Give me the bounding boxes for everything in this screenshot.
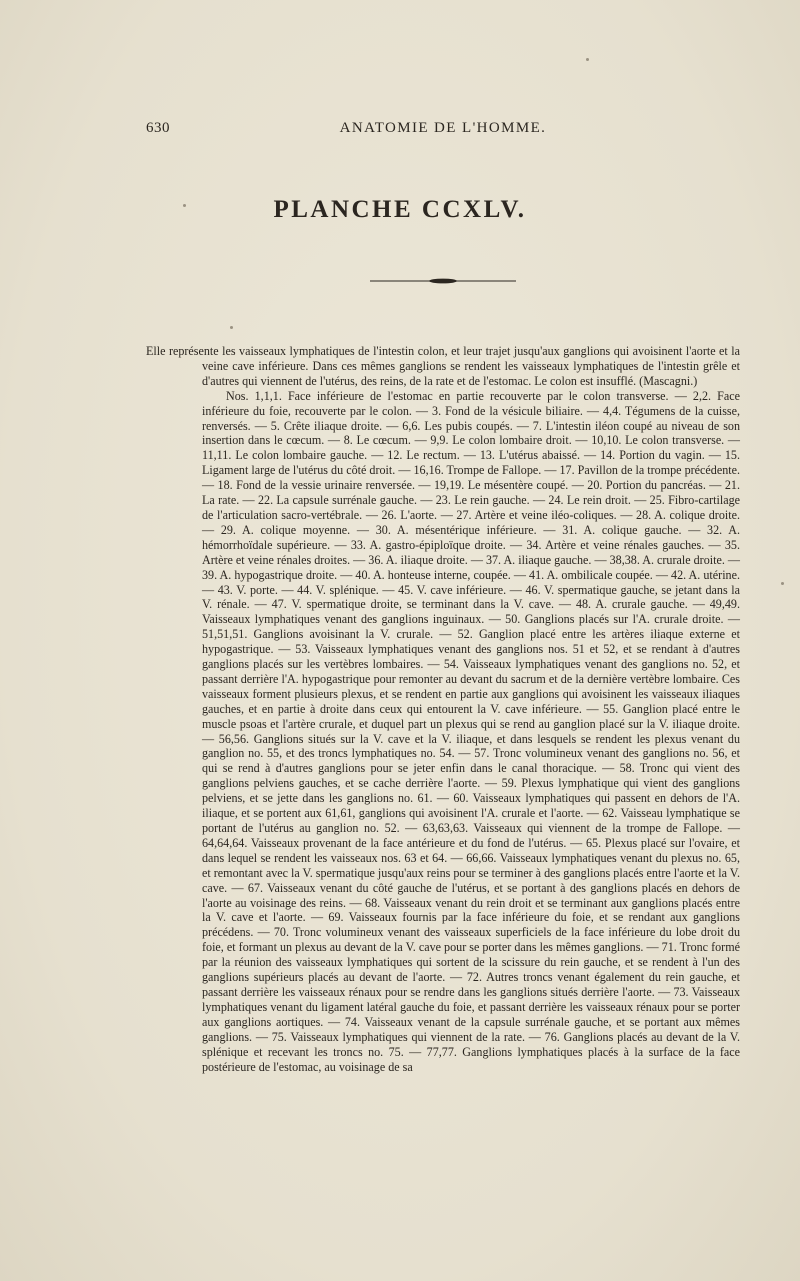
ornament-rule-icon <box>370 278 516 284</box>
paper-speck <box>230 326 233 329</box>
page-header <box>146 120 740 140</box>
body-text <box>146 344 740 1074</box>
paper-speck <box>183 204 186 207</box>
intro-paragraph: Elle représente les vaisseaux lymphatiques de l'intestin colon, et leur trajet jusqu'aux ganglions qui avoisinent l'aorte et la veine cave inférieure. Dans ces mêmes ganglions se rendent les vaisseaux lymphatiques de l'intestin grêle et d'autres qui viennent de l'utérus, des reins, de la rate et de l'estomac. Le colon est insufflé. (Mascagni.) <box>146 344 740 388</box>
legend-paragraph: Nos. 1,1,1. Face inférieure de l'estomac en partie recouverte par le colon transverse. — 2,2. Face inférieure du foie, recouverte par le colon. — 3. Fond de la vésicule biliaire. — 4,4. Tégumens de la cuisse, renversés. — 5. Crête iliaque droite. — 6,6. Les pubis coupés. — 7. L'intestin iléon coupé au niveau de son insertion dans le cœcum. — 8. Le cœcum. — 9,9. Le colon lombaire droit. — 10,10. Le colon transverse. — 11,11. Le colon lombaire gauche. — 12. Le rectum. — 13. L'utérus abaissé. — 14. Portion du vagin. — 15. Ligament large de l'utérus du côté droit. — 16,16. Trompe de Fallope. — 17. Pavillon de la trompe précédente. — 18. Fond de la vessie urinaire renversée. — 19,19. Le mésentère coupé. — 20. Portion du pancréas. — 21. La rate. — 22. La capsule surrénale gauche. — 23. Le rein gauche. — 24. Le rein droit. — 25. Fibro-cartilage de l'articulation sacro-vertébrale. — 26. L'aorte. — 27. Artère et veine iléo-coliques. — 28. A. colique droite. — 29. A. colique moyenne. — 30. A. mésentérique inférieure. — 31. A. colique gauche. — 32. A. hémorrhoïdale supérieure. — 33. A. gastro-épiploïque droite. — 34. Artère et veine rénales gauches. — 35. Artère et veine rénales droites. — 36. A. iliaque droite. — 37. A. iliaque gauche. — 38,38. A. crurale droite. — 39. A. hypogastrique droite. — 40. A. honteuse interne, coupée. — 41. A. ombilicale coupée. — 42. A. utérine. — 43. V. porte. — 44. V. splénique. — 45. V. cave inférieure. — 46. V. spermatique gauche, se jetant dans la V. rénale. — 47. V. spermatique droite, se terminant dans la V. cave. — 48. A. crurale gauche. — 49,49. Vaisseaux lymphatiques venant des ganglions inguinaux. — 50. Ganglions placés sur l'A. crurale droite. — 51,51,51. Ganglions avoisinant la V. crurale. — 52. Ganglion placé entre les artères iliaque externe et hypogastrique. — 53. Vaisseaux lymphatiques venant des ganglions nos. 51 et 52, et se rendant à d'autres ganglions placés sur les vertèbres lombaires. — 54. Vaisseaux lymphatiques venant des ganglions no. 52, et passant derrière l'A. hypogastrique pour remonter au devant du sacrum et de la dernière vertèbre lombaire. Ces vaisseaux forment plusieurs plexus, et se rendent en partie aux ganglions qui avoisinent les vaisseaux iliaques gauches, et en partie à droite dans ceux qui entourent la V. cave inférieure. — 55. Ganglion placé entre le muscle psoas et l'artère crurale, et duquel part un plexus qui se rend au ganglion placé sur la V. iliaque droite. — 56,56. Ganglions situés sur la V. cave et la V. iliaque, et dans lesquels se rendent les plexus venant du ganglion no. 55, et des troncs lymphatiques no. 54. — 57. Tronc volumineux venant des ganglions no. 56, et qui se rend à d'autres ganglions pour se jeter enfin dans le canal thoracique. — 58. Tronc qui vient des ganglions pelviens gauches, et se cache derrière l'aorte. — 59. Plexus lymphatique qui vient des ganglions pelviens, et se jette dans les ganglions no. 61. — 60. Vaisseaux lymphatiques qui passent en dehors de l'A. iliaque, et se portent aux 61,61, ganglions qui avoisinent l'A. crurale et l'aorte. — 62. Vaisseau lymphatique se portant de l'utérus au ganglion no. 52. — 63,63,63. Vaisseaux qui viennent de la trompe de Fallope. — 64,64,64. Vaisseaux provenant de la face antérieure et du fond de l'utérus. — 65. Plexus placé sur l'ovaire, et dans lequel se rendent les vaisseaux nos. 63 et 64. — 66,66. Vaisseaux lymphatiques venant du plexus no. 65, et remontant avec la V. spermatique jusqu'aux reins pour se terminer à des ganglions placés entre l'aorte et la V. cave. — 67. Vaisseaux venant du côté gauche de l'utérus, et se portant à des ganglions placés en dehors de l'aorte au voisinage des reins. — 68. Vaisseaux venant du rein droit et se terminant aux ganglions placés entre la V. cave et l'aorte. — 69. Vaisseaux fournis par la face inférieure du foie, et se rendant aux ganglions précédens. — 70. Tronc volumineux venant des vaisseaux superficiels de la face inférieure du lobe droit du foie, et formant un plexus au devant de la V. cave pour se porter dans les mêmes ganglions. — 71. Tronc formé par la réunion des vaisseaux lymphatiques qui sortent de la scissure du rein gauche, et se rendent à l'un des ganglions supérieurs placés au devant de l'aorte. — 72. Autres troncs venant également du rein gauche, et passant derrière les vaisseaux rénaux pour se rendre dans les ganglions situés derrière l'aorte. — 73. Vaisseaux lymphatiques venant du ligament latéral gauche du foie, et passant derrière les vaisseaux rénaux pour se porter aux ganglions aortiques. — 74. Vaisseaux venant de la capsule surrénale gauche, et se portant aux mêmes ganglions. — 75. Vaisseaux lymphatiques qui viennent de la rate. — 76. Ganglions placés au devant de la V. splénique et recevant les troncs no. 75. — 77,77. Ganglions lymphatiques placés à la surface de la face postérieure de l'estomac, au voisinage de sa <box>202 388 740 1074</box>
paper-speck <box>781 582 784 585</box>
paper-speck <box>586 58 589 61</box>
plate-title: PLANCHE CCXLV. <box>273 196 527 223</box>
page-number: 630 <box>146 120 170 136</box>
running-title: ANATOMIE DE L'HOMME. <box>339 120 547 136</box>
